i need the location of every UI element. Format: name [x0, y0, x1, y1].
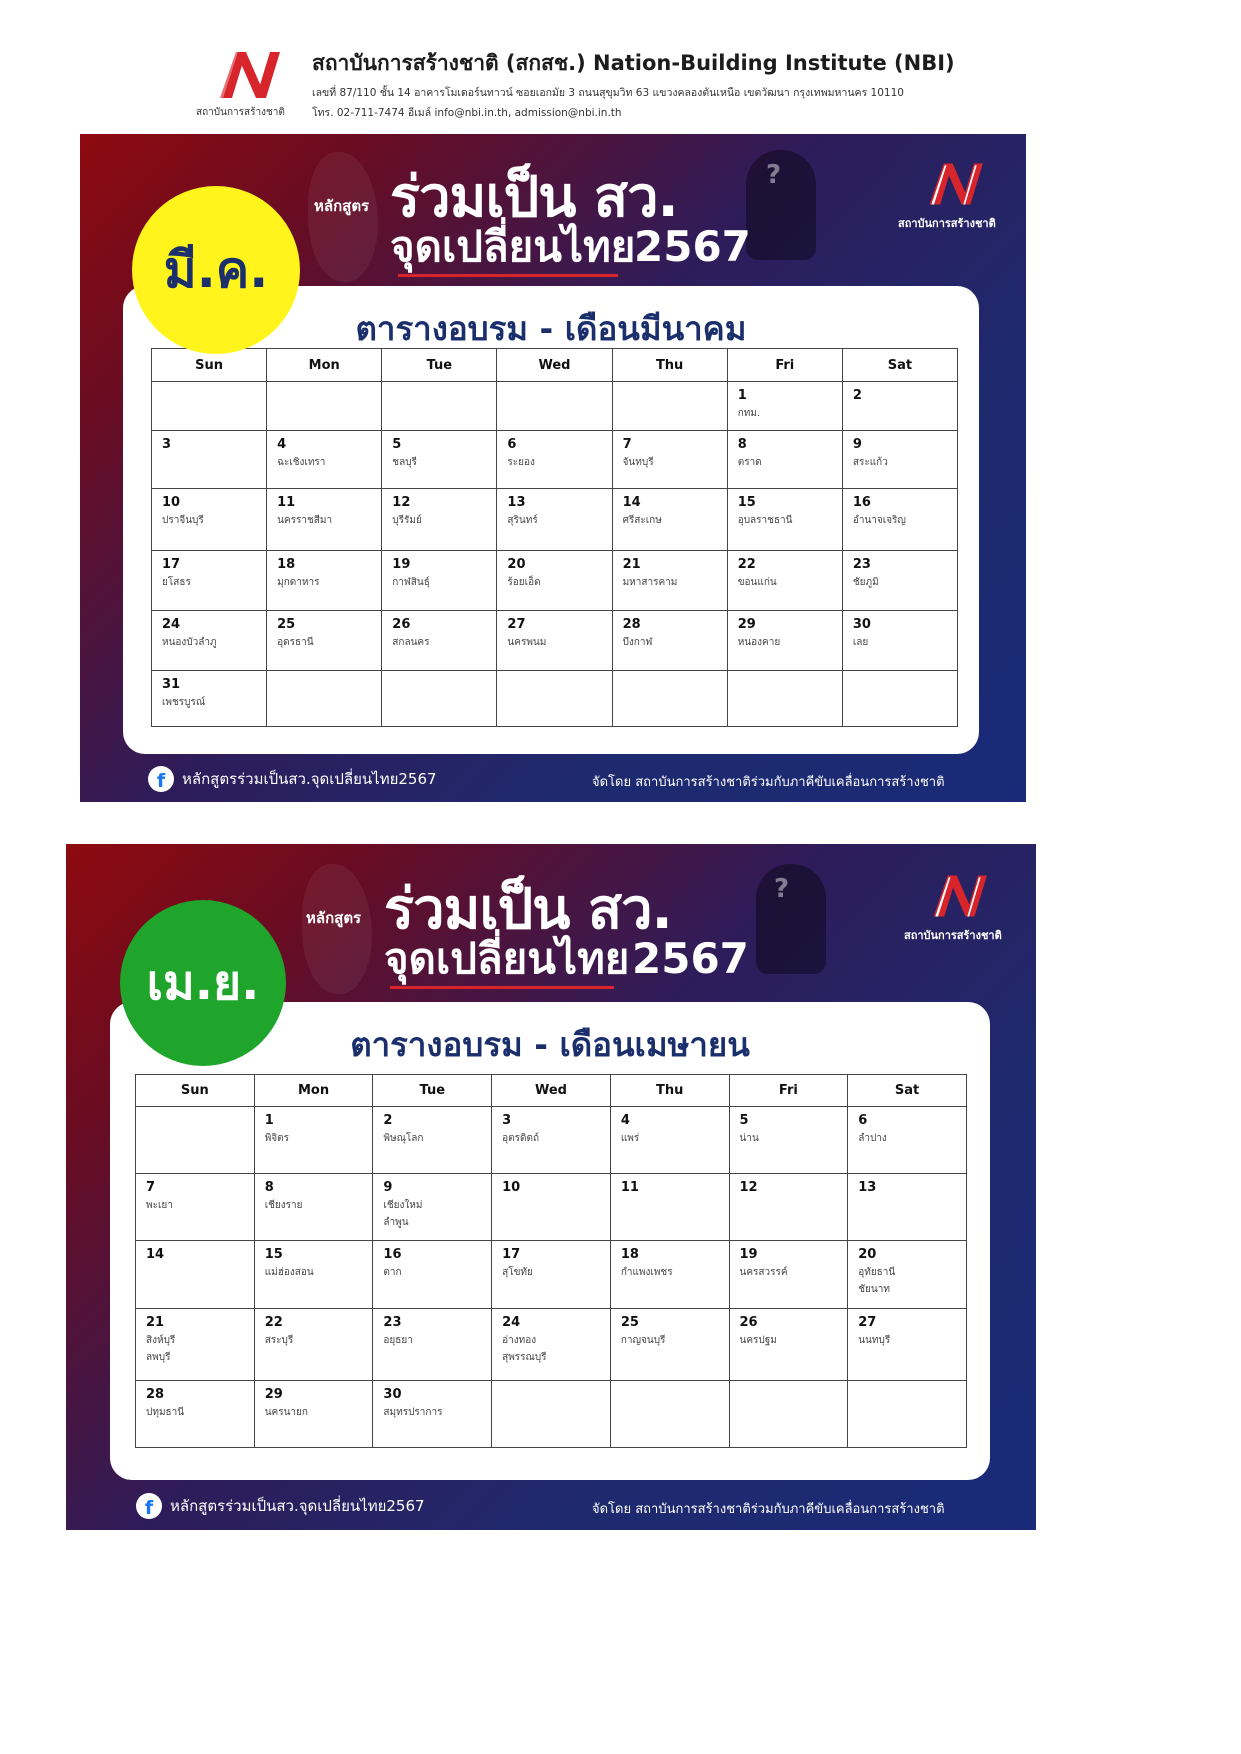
calendar-day-cell — [727, 551, 842, 611]
letterhead-title: สถาบันการสร้างชาติ (สกสช.) Nation-Building Institute (NBI) — [312, 51, 955, 75]
calendar-day-cell — [152, 382, 267, 431]
province-label: ชัยนาท — [858, 1284, 890, 1295]
calendar-day-cell — [842, 489, 957, 551]
day-number: 28 — [146, 1387, 165, 1402]
organizer-credit: จัดโดย สถาบันการสร้างชาติร่วมกับภาคีขับเคลื่อนการสร้างชาติ — [592, 775, 945, 790]
nbi-logo-icon — [926, 160, 990, 208]
province-label: ชัยภูมิ — [852, 577, 879, 588]
province-label: พิจิตร — [264, 1133, 290, 1144]
calendar-week-row — [152, 382, 958, 431]
brand-caption: สถาบันการสร้างชาติ — [904, 929, 1002, 942]
day-number: 7 — [622, 437, 632, 452]
province-label: ระยอง — [507, 457, 535, 468]
province-label: นครพนม — [507, 637, 547, 648]
calendar-day-cell — [612, 611, 727, 671]
day-number: 9 — [852, 437, 862, 452]
calendar-day-cell — [612, 489, 727, 551]
calendar-day-cell — [136, 1241, 255, 1309]
calendar-day-cell — [136, 1381, 255, 1448]
course-underline — [390, 986, 614, 989]
weekday-header: Mon — [267, 349, 382, 382]
weekday-header: Wed — [497, 349, 612, 382]
course-subtitle: จุดเปลี่ยนไทย — [384, 934, 630, 983]
calendar-day-cell — [152, 489, 267, 551]
province-label: พะเยา — [146, 1200, 173, 1211]
calendar-day-cell — [610, 1309, 729, 1381]
calendar-day-cell — [492, 1241, 611, 1309]
province-label: มหาสารคาม — [622, 577, 678, 588]
day-number: 16 — [383, 1247, 402, 1262]
day-number: 11 — [277, 495, 296, 510]
letterhead-contact: โทร. 02-711-7474 อีเมล์ info@nbi.in.th, admission@nbi.in.th — [312, 107, 622, 119]
day-number: 2 — [383, 1113, 393, 1128]
day-number: 26 — [392, 617, 411, 632]
province-label: ปราจีนบุรี — [162, 515, 204, 526]
weekday-header: Sun — [152, 349, 267, 382]
calendar-day-cell — [842, 671, 957, 727]
course-underline — [398, 274, 618, 277]
province-label: อุบลราชธานี — [737, 515, 793, 526]
province-label: สุพรรณบุรี — [502, 1352, 547, 1363]
province-label: พิษณุโลก — [383, 1133, 424, 1144]
province-label: สระบุรี — [264, 1335, 294, 1346]
day-number: 15 — [737, 495, 756, 510]
nbi-logo-icon — [930, 872, 994, 920]
letterhead — [0, 0, 1103, 125]
calendar-day-cell — [612, 671, 727, 727]
weekday-header: Thu — [612, 349, 727, 382]
province-label: ร้อยเอ็ด — [507, 577, 541, 588]
day-number: 4 — [620, 1113, 630, 1128]
weekday-header: Sun — [136, 1075, 255, 1107]
calendar-day-cell — [612, 382, 727, 431]
facebook-page-name: หลักสูตรร่วมเป็นสว.จุดเปลี่ยนไทย2567 — [182, 770, 437, 788]
calendar-day-cell — [267, 489, 382, 551]
march-poster — [80, 134, 1026, 802]
day-number: 20 — [507, 557, 526, 572]
day-number: 23 — [383, 1315, 402, 1330]
day-number: 27 — [507, 617, 526, 632]
day-number: 31 — [162, 677, 181, 692]
province-label: อุทัยธานี — [858, 1267, 896, 1278]
calendar-week-row — [152, 489, 958, 551]
course-subtitle: จุดเปลี่ยนไทย — [390, 222, 636, 271]
province-label: อ่างทอง — [502, 1335, 537, 1346]
day-number: 19 — [392, 557, 411, 572]
calendar-week-row — [152, 611, 958, 671]
weekday-header-row — [136, 1075, 967, 1107]
calendar-day-cell — [497, 671, 612, 727]
day-number: 3 — [162, 437, 172, 452]
weekday-header: Fri — [729, 1075, 848, 1107]
calendar-day-cell — [842, 551, 957, 611]
schedule-title: ตารางอบรม - เดือนมีนาคม — [355, 309, 747, 348]
calendar-day-cell — [727, 611, 842, 671]
calendar-day-cell — [842, 611, 957, 671]
calendar-day-cell — [382, 431, 497, 489]
day-number: 29 — [264, 1387, 283, 1402]
day-number: 30 — [852, 617, 871, 632]
course-prefix: หลักสูตร — [306, 909, 362, 927]
day-number: 4 — [277, 437, 287, 452]
province-label: ลำพูน — [383, 1217, 409, 1228]
province-label: น่าน — [739, 1133, 759, 1144]
calendar-day-cell — [254, 1309, 373, 1381]
calendar-day-cell — [497, 382, 612, 431]
day-number: 20 — [858, 1247, 877, 1262]
province-label: อำนาจเจริญ — [852, 515, 906, 526]
calendar-day-cell — [492, 1309, 611, 1381]
question-mark-icon: ? — [766, 160, 782, 190]
day-number: 17 — [162, 557, 181, 572]
province-label: กาญจนบุรี — [620, 1335, 666, 1346]
province-label: แม่ฮ่องสอน — [264, 1267, 314, 1278]
calendar-day-cell — [254, 1174, 373, 1241]
facebook-icon: f — [148, 766, 174, 792]
april-poster — [66, 844, 1036, 1530]
calendar-day-cell — [842, 431, 957, 489]
calendar-day-cell — [729, 1241, 848, 1309]
province-label: กำแพงเพชร — [620, 1267, 673, 1278]
calendar-day-cell — [152, 551, 267, 611]
facebook-page-name: หลักสูตรร่วมเป็นสว.จุดเปลี่ยนไทย2567 — [170, 1497, 425, 1515]
day-number: 29 — [737, 617, 756, 632]
calendar-day-cell — [848, 1241, 967, 1309]
course-year: 2567 — [632, 934, 749, 983]
calendar-day-cell — [382, 382, 497, 431]
calendar-day-cell — [267, 382, 382, 431]
day-number: 23 — [852, 557, 871, 572]
day-number: 1 — [264, 1113, 274, 1128]
day-number: 14 — [146, 1247, 165, 1262]
calendar-week-row — [136, 1381, 967, 1448]
nbi-logo-icon — [216, 50, 288, 100]
weekday-header: Thu — [610, 1075, 729, 1107]
calendar-day-cell — [848, 1107, 967, 1174]
province-label: ปทุมธานี — [146, 1407, 185, 1418]
calendar-day-cell — [727, 671, 842, 727]
calendar-day-cell — [254, 1107, 373, 1174]
calendar-day-cell — [727, 382, 842, 431]
province-label: สิงห์บุรี — [146, 1335, 176, 1346]
calendar-day-cell — [152, 671, 267, 727]
course-title: ร่วมเป็น สว. — [390, 165, 678, 230]
day-number: 19 — [739, 1247, 758, 1262]
day-number: 30 — [383, 1387, 402, 1402]
day-number: 13 — [507, 495, 526, 510]
day-number: 13 — [858, 1180, 877, 1195]
province-label: เชียงใหม่ — [383, 1200, 423, 1211]
month-badge: มี.ค. — [132, 186, 300, 354]
calendar-day-cell — [373, 1241, 492, 1309]
calendar-day-cell — [729, 1107, 848, 1174]
province-label: หนองบัวลำภู — [162, 637, 217, 648]
calendar-day-cell — [610, 1107, 729, 1174]
weekday-header: Mon — [254, 1075, 373, 1107]
calendar-day-cell — [136, 1107, 255, 1174]
province-label: สุรินทร์ — [507, 515, 538, 526]
weekday-header: Sat — [842, 349, 957, 382]
day-number: 8 — [737, 437, 747, 452]
day-number: 10 — [502, 1180, 521, 1195]
calendar-day-cell — [152, 431, 267, 489]
weekday-header-row — [152, 349, 958, 382]
province-label: หนองคาย — [737, 637, 781, 648]
province-label: นครนายก — [264, 1407, 308, 1418]
day-number: 24 — [162, 617, 181, 632]
province-label: นนทบุรี — [858, 1335, 891, 1346]
day-number: 25 — [277, 617, 296, 632]
calendar-day-cell — [612, 551, 727, 611]
province-label: นครสวรรค์ — [739, 1267, 788, 1278]
province-label: จันทบุรี — [622, 457, 654, 468]
province-label: บุรีรัมย์ — [392, 515, 422, 526]
day-number: 15 — [264, 1247, 283, 1262]
question-mark-icon: ? — [774, 874, 790, 904]
day-number: 3 — [502, 1113, 512, 1128]
province-label: อุดรธานี — [277, 637, 314, 648]
province-label: ยโสธร — [162, 577, 191, 588]
facebook-icon: f — [136, 1493, 162, 1519]
day-number: 21 — [622, 557, 641, 572]
letterhead-logo-caption: สถาบันการสร้างชาติ — [196, 107, 285, 118]
weekday-header: Tue — [373, 1075, 492, 1107]
schedule-card — [123, 286, 979, 754]
april-calendar-table — [135, 1074, 967, 1448]
calendar-day-cell — [727, 431, 842, 489]
weekday-header: Tue — [382, 349, 497, 382]
calendar-week-row — [136, 1174, 967, 1241]
province-label: บึงกาฬ — [622, 637, 653, 648]
calendar-day-cell — [492, 1381, 611, 1448]
province-label: กทม. — [737, 408, 761, 419]
day-number: 5 — [392, 437, 402, 452]
calendar-day-cell — [373, 1174, 492, 1241]
province-label: กาฬสินธุ์ — [392, 577, 430, 588]
calendar-day-cell — [373, 1107, 492, 1174]
day-number: 7 — [146, 1180, 156, 1195]
schedule-title: ตารางอบรม - เดือนเมษายน — [350, 1025, 750, 1064]
calendar-day-cell — [267, 611, 382, 671]
day-number: 18 — [620, 1247, 639, 1262]
course-title: ร่วมเป็น สว. — [384, 877, 672, 942]
province-label: มุกดาหาร — [277, 577, 320, 588]
brand-caption: สถาบันการสร้างชาติ — [898, 217, 996, 230]
day-number: 28 — [622, 617, 641, 632]
calendar-day-cell — [848, 1309, 967, 1381]
calendar-day-cell — [267, 551, 382, 611]
province-label: ตาก — [383, 1267, 402, 1278]
day-number: 12 — [739, 1180, 758, 1195]
calendar-week-row — [152, 671, 958, 727]
weekday-header: Fri — [727, 349, 842, 382]
day-number: 11 — [620, 1180, 639, 1195]
calendar-day-cell — [152, 611, 267, 671]
calendar-day-cell — [267, 431, 382, 489]
calendar-day-cell — [727, 489, 842, 551]
calendar-week-row — [136, 1309, 967, 1381]
calendar-day-cell — [382, 551, 497, 611]
weekday-header: Sat — [848, 1075, 967, 1107]
calendar-day-cell — [610, 1174, 729, 1241]
day-number: 26 — [739, 1315, 758, 1330]
day-number: 21 — [146, 1315, 165, 1330]
calendar-day-cell — [497, 489, 612, 551]
calendar-day-cell — [497, 551, 612, 611]
calendar-week-row — [152, 551, 958, 611]
calendar-day-cell — [136, 1174, 255, 1241]
calendar-day-cell — [382, 611, 497, 671]
province-label: ศรีสะเกษ — [622, 515, 662, 526]
day-number: 14 — [622, 495, 641, 510]
province-label: เชียงราย — [264, 1200, 303, 1211]
course-prefix: หลักสูตร — [314, 197, 370, 215]
day-number: 22 — [737, 557, 756, 572]
calendar-day-cell — [382, 489, 497, 551]
month-badge: เม.ย. — [120, 900, 286, 1066]
province-label: เลย — [852, 637, 869, 648]
day-number: 22 — [264, 1315, 283, 1330]
province-label: ฉะเชิงเทรา — [277, 457, 326, 468]
calendar-body — [136, 1107, 967, 1448]
day-number: 6 — [858, 1113, 868, 1128]
calendar-day-cell — [729, 1174, 848, 1241]
calendar-day-cell — [267, 671, 382, 727]
organizer-credit: จัดโดย สถาบันการสร้างชาติร่วมกับภาคีขับเคลื่อนการสร้างชาติ — [592, 1502, 945, 1517]
province-label: นครราชสีมา — [277, 515, 333, 526]
calendar-day-cell — [373, 1309, 492, 1381]
calendar-day-cell — [610, 1381, 729, 1448]
calendar-day-cell — [848, 1381, 967, 1448]
province-label: ขอนแก่น — [737, 577, 777, 588]
day-number: 8 — [264, 1180, 274, 1195]
calendar-day-cell — [254, 1241, 373, 1309]
calendar-day-cell — [612, 431, 727, 489]
day-number: 27 — [858, 1315, 877, 1330]
province-label: ตราด — [737, 457, 762, 468]
day-number: 25 — [620, 1315, 639, 1330]
calendar-day-cell — [729, 1309, 848, 1381]
province-label: อยุธยา — [383, 1335, 413, 1346]
day-number: 17 — [502, 1247, 521, 1262]
calendar-day-cell — [373, 1381, 492, 1448]
calendar-day-cell — [610, 1241, 729, 1309]
facebook-link[interactable] — [136, 1493, 425, 1519]
province-label: ชลบุรี — [392, 457, 417, 468]
province-label: แพร่ — [620, 1133, 640, 1144]
province-label: นครปฐม — [739, 1335, 777, 1346]
calendar-day-cell — [492, 1174, 611, 1241]
day-number: 5 — [739, 1113, 749, 1128]
day-number: 9 — [383, 1180, 393, 1195]
weekday-header: Wed — [492, 1075, 611, 1107]
calendar-day-cell — [254, 1381, 373, 1448]
day-number: 24 — [502, 1315, 521, 1330]
calendar-week-row — [136, 1241, 967, 1309]
day-number: 1 — [737, 388, 747, 403]
calendar-day-cell — [382, 671, 497, 727]
day-number: 6 — [507, 437, 517, 452]
person-silhouette-graphic — [756, 864, 826, 974]
province-label: ลพบุรี — [146, 1352, 171, 1363]
day-number: 16 — [852, 495, 871, 510]
province-label: สุโขทัย — [502, 1267, 533, 1278]
province-label: สกลนคร — [392, 637, 430, 648]
calendar-week-row — [136, 1107, 967, 1174]
province-label: อุตรดิตถ์ — [502, 1133, 540, 1144]
march-calendar-table — [151, 348, 958, 727]
province-label: สมุทรปราการ — [383, 1407, 443, 1418]
day-number: 2 — [852, 388, 862, 403]
course-year: 2567 — [634, 222, 751, 271]
calendar-day-cell — [497, 611, 612, 671]
calendar-day-cell — [848, 1174, 967, 1241]
facebook-link[interactable] — [148, 766, 437, 792]
calendar-day-cell — [729, 1381, 848, 1448]
day-number: 10 — [162, 495, 181, 510]
calendar-day-cell — [842, 382, 957, 431]
schedule-card — [110, 1002, 990, 1480]
calendar-day-cell — [136, 1309, 255, 1381]
calendar-day-cell — [492, 1107, 611, 1174]
calendar-week-row — [152, 431, 958, 489]
province-label: สระแก้ว — [852, 457, 888, 468]
province-label: ลำปาง — [858, 1133, 887, 1144]
day-number: 18 — [277, 557, 296, 572]
calendar-day-cell — [497, 431, 612, 489]
calendar-body — [152, 382, 958, 727]
letterhead-address: เลขที่ 87/110 ชั้น 14 อาคารโมเดอร์นทาวน์ ซอยเอกมัย 3 ถนนสุขุมวิท 63 แขวงคลองตันเหนือ เขตวัฒนา กรุงเทพมหานคร 10110 — [312, 87, 904, 99]
province-label: เพชรบูรณ์ — [162, 697, 206, 708]
day-number: 12 — [392, 495, 411, 510]
